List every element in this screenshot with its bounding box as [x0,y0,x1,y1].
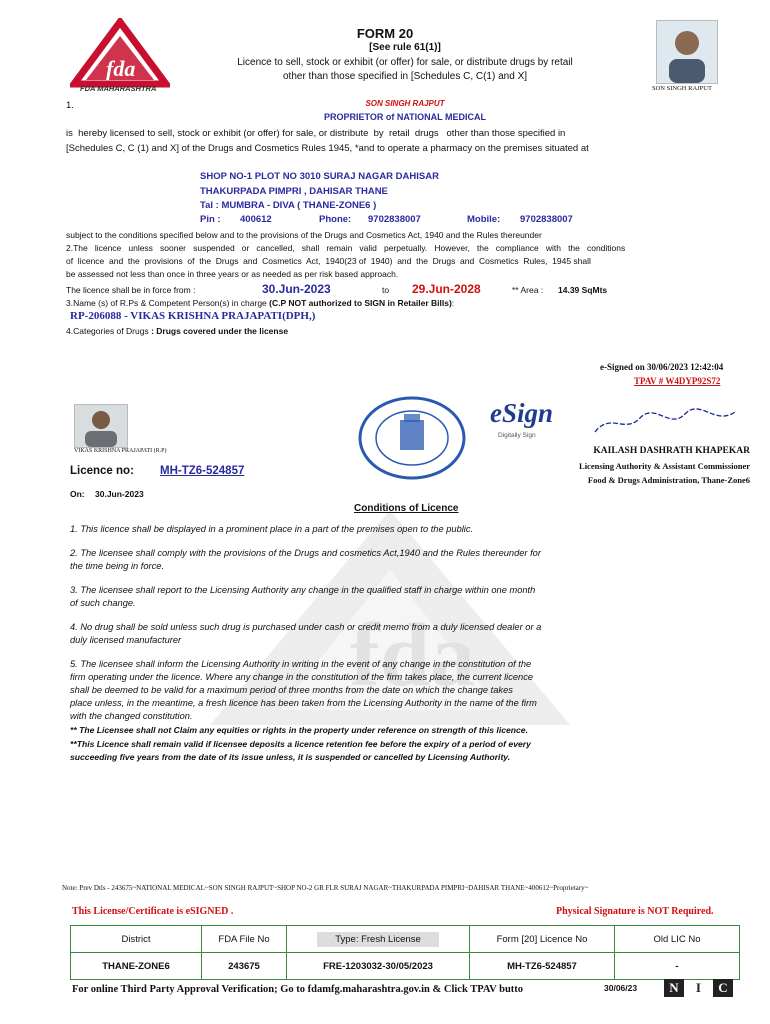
table-header: FDA File No [202,926,287,953]
esigned-on [600,362,723,372]
term2-line3: be assessed not less than once in three years or as needed as per risk based approach. [66,269,399,279]
officer-title2: Food & Drugs Administration, Thane-Zone6 [587,475,750,485]
conditions-list [70,523,570,723]
rp-photo [74,404,128,448]
nic-letter: N [664,979,684,997]
verification-instructions: For online Third Party Approval Verification; Go to fdamfg.maharashtra.gov.in & Click TPAV butto [72,984,524,995]
officer-name: KAILASH DASHRATH KHAPEKAR [593,446,750,456]
mobile-value: 9702838007 [520,214,573,225]
condition-1: 1. This licence shall be displayed in a prominent place in a part of the premises open to the public. [70,524,474,534]
seal-emblem-icon [356,396,468,480]
rule-reference: [See rule 61(1)] [369,42,441,53]
phone-value: 9702838007 [368,214,421,225]
digitally-sign-text: Digitally Sign [498,432,536,439]
phone-label: Phone: [319,214,352,225]
on-date: 30.Jun-2023 [95,489,144,499]
physical-signature-notice: Physical Signature is NOT Required. [556,906,714,917]
mobile-label: Mobile: [467,214,501,225]
term2-line2: of licence and the provisions of the Drugs and Cosmetics Act, 1940(23 of 1940) and the Drugs and Cosmetics Rules, 1945 shall [66,256,591,266]
svg-text:fda: fda [106,56,136,81]
form-title: FORM 20 [356,26,414,41]
conditions-title: Conditions of Licence [354,503,459,514]
persons-in-charge [66,298,454,308]
section-number: 1. [66,100,74,111]
subtitle-line1: Licence to sell, stock or exhibit (or offer) for sale, or distribute drugs by retail [237,57,573,68]
cp-note: (C.P NOT authorized to SIGN in Retailer Bills) [269,298,452,308]
licensee-name: SON SINGH RAJPUT [365,99,445,108]
licensee-photo-caption: SON SINGH RAJPUT [652,85,712,92]
table-cell: THANE-ZONE6 [71,953,202,980]
intro-line1: is hereby licensed to sell, stock or exhibit (or offer) for sale, or distribute by retail drugs other than those specified in [66,128,566,139]
pin-value: 400612 [240,214,272,225]
officer-title1: Licensing Authority & Assistant Commissioner [579,461,750,471]
table-cell: 243675 [202,953,287,980]
table-cell: MH-TZ6-524857 [470,953,615,980]
licensee-role: PROPRIETOR of NATIONAL MEDICAL [324,112,486,122]
person-icon [657,21,717,83]
table-header: Type: Fresh License [287,926,470,953]
person-icon [75,405,127,447]
previous-details-note: Note: Prev Dtls - 243675~NATIONAL MEDICAL~SON SINGH RAJPUT~SHOP NO-2 GR FLR SURAJ NAGAR~THAKURPADA PIMPRI~DAHISAR THANE~400612~Proprietary~ [62,884,589,892]
signature-icon [590,404,740,438]
subtitle-line2: other than those specified in [Schedules C, C(1) and X] [282,71,528,82]
area-label: ** Area : [512,285,544,295]
tpav-link[interactable]: TPAV # W4DYP92S72 [634,376,721,386]
force-label: The licence shall be in force from : [66,285,196,295]
subject-text: subject to the conditions specified below and to the provisions of the Drugs and Cosmetics Act, 1940 and the Rules thereunder [66,230,542,240]
note-equities: ** The Licensee shall not Claim any equities or rights in the property under reference on strength of this licence. [70,725,528,735]
condition-5: 5. The licensee shall inform the Licensing Authority in writing in the event of any change in the constitution of the firm operating under the licence. Where any change in the constitution of the firm takes place, the current licence shall be deemed to be valid for a maximum period of three months from the date on which the change takes place unless, in the meantime, a fresh licence has been taken from the Licensing Authority in the name of the firm with the changed constitution. [70,659,537,721]
table-header: Form [20] Licence No [470,926,615,953]
condition-4: 4. No drug shall be sold unless such drug is purchased under cash or credit memo from a duly licensed dealer or a duly licensed manufacturer [70,622,542,645]
categories-label: 4.Categories of Drugs [66,326,149,336]
esigned-notice: This License/Certificate is eSIGNED . [72,906,234,917]
licensee-photo [656,20,718,84]
intro-line2: [Schedules C, C (1) and X] of the Drugs and Cosmetics Rules 1945, *and to operate a pharmacy on the premises situated at [66,143,589,154]
address-line1: SHOP NO-1 PLOT NO 3010 SURAJ NAGAR DAHISAR [200,171,439,182]
on-label: On: [70,489,85,499]
nic-letter: C [713,979,733,997]
esign-logo: eSign [490,398,554,428]
term2-line1: 2.The licence unless sooner suspended or cancelled, shall remain valid perpetually. However, the compliance with the conditions [66,243,626,253]
table-row [71,953,740,980]
to-date: 29.Jun-2028 [412,282,481,296]
note-retention2: succeeding five years from the date of its issue unless, it is suspended or cancelled by Licensing Authority. [70,752,511,762]
licence-number: MH-TZ6-524857 [160,465,245,477]
persons-label: 3.Name (s) of R.Ps & Competent Person(s) in charge [66,298,267,308]
drug-categories [66,326,288,336]
table-header: District [71,926,202,953]
condition-3: 3. The licensee shall report to the Licensing Authority any change in the qualified staff in charge within one month of such change. [70,585,536,608]
registered-pharmacist: RP-206088 - VIKAS KRISHNA PRAJAPATI(DPH,) [70,310,316,322]
table-cell: - [615,953,740,980]
from-date: 30.Jun-2023 [262,282,331,296]
nic-letter: I [695,980,701,995]
to-word: to [382,285,390,295]
logo-text: FDA MAHARASHTRA [80,84,157,93]
condition-2: 2. The licensee shall comply with the provisions of the Drugs and cosmetics Act,1940 and the Rules thereunder for the time being in force. [70,548,541,571]
esigned-timestamp: 30/06/2023 12:42:04 [647,362,724,372]
address-line3: Tal : MUMBRA - DIVA ( THANE-ZONE6 ) [200,200,377,211]
categories-value: : Drugs covered under the license [151,326,289,336]
persons-colon: : [451,298,455,308]
licence-label: Licence no: [70,465,134,477]
address-line2: THAKURPADA PIMPRI , DAHISAR THANE [200,186,388,197]
svg-text:fda: fda [350,606,476,705]
nic-mark [664,979,733,997]
area-value: 14.39 SqMts [558,285,608,295]
rp-photo-caption: VIKAS KRISHNA PRAJAPATI (R.P) [74,448,167,454]
fda-seal [356,396,468,480]
licence-summary-table [70,925,740,980]
footer-date: 30/06/23 [604,983,638,993]
table-header: Old LIC No [615,926,740,953]
table-cell: FRE-1203032-30/05/2023 [287,953,470,980]
note-retention1: **This Licence shall remain valid if licensee deposits a licence retention fee before the expiry of a period of every [70,739,531,749]
table-header-row [71,926,740,953]
esigned-label: e-Signed on [600,362,645,372]
pin-label: Pin : [200,214,221,225]
